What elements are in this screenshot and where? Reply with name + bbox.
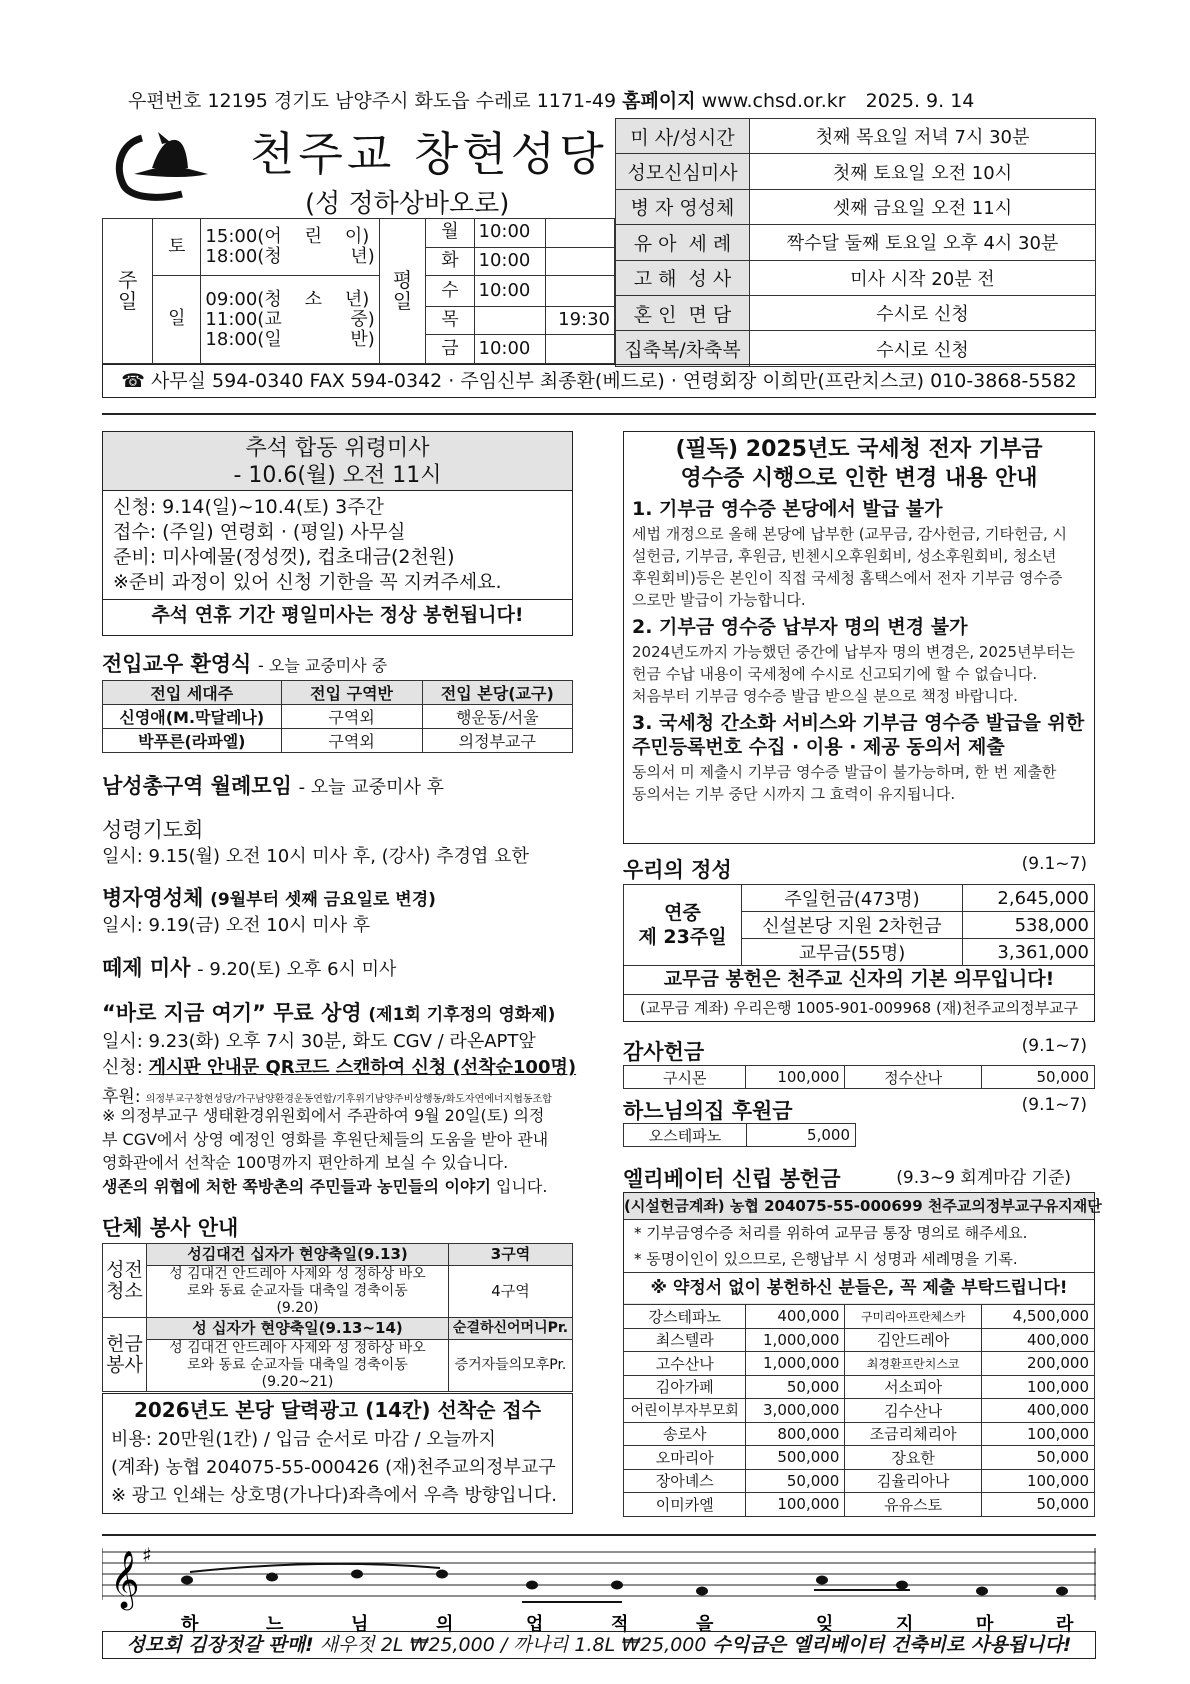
table-row	[624, 1399, 1095, 1423]
footer-sale: 성모회 김장젓갈 판매!	[126, 1634, 314, 1656]
thanks-heading	[623, 1036, 1095, 1066]
donor-name: 김안드레아	[845, 1328, 982, 1352]
nts-item-head: 2. 기부금 영수증 납부자 명의 변경 불가	[632, 616, 968, 638]
footer-prices: 새우젓 2L ₩25,000 / 까나리 1.8L ₩25,000	[313, 1634, 713, 1656]
taize-mass-title: 떼제 미사	[102, 956, 191, 980]
chuseok-header	[103, 432, 572, 491]
donor-amount: 100,000	[981, 1469, 1094, 1493]
offering-week	[624, 885, 742, 966]
welcome-table	[102, 680, 573, 753]
elevator-period: (9.3~9 회계마감 기준)	[896, 1168, 1071, 1188]
lyric-syllable: 님	[351, 1614, 369, 1635]
volunteer-clean-label: 성전청소	[103, 1244, 147, 1318]
movie-heading	[102, 997, 555, 1027]
chuseok-date: - 10.6(월) 오전 11시	[233, 463, 442, 488]
divider	[102, 1534, 1096, 1536]
address-line	[128, 86, 1098, 113]
table-row	[624, 1422, 1095, 1446]
lyric-syllable: 라	[1056, 1614, 1074, 1635]
men-meeting-title: 남성총구역 월례모임	[102, 774, 292, 798]
schedule-label: 미 사/성시간	[616, 119, 750, 154]
chuseok-line: ※준비 과정이 있어 신청 기한을 꼭 지켜주세요.	[113, 571, 502, 593]
bulletin-date: 2025. 9. 14	[865, 90, 975, 112]
donor-amount: 400,000	[981, 1399, 1094, 1423]
calendar-ad-line: (계좌) 농협 204075-55-000426 (재)천주교의정부교구	[111, 1457, 556, 1478]
lyric-syllable: 잊	[816, 1614, 834, 1635]
lyric-syllable: 하	[181, 1614, 199, 1635]
schedule-value: 미사 시작 20분 전	[750, 260, 1096, 295]
table-cell: 행운동/서울	[422, 705, 572, 729]
weekday-time	[545, 276, 614, 307]
donor-name: 조금리체리아	[845, 1422, 982, 1446]
schedule-label: 병 자 영성체	[616, 189, 750, 224]
donor-name: 김율리아나	[845, 1469, 982, 1493]
volunteer-who: 4구역	[449, 1266, 573, 1318]
divider	[102, 413, 1096, 415]
donor-amount: 200,000	[981, 1352, 1094, 1376]
offering-table	[623, 884, 1095, 966]
donor-name: 오스테파노	[624, 1124, 747, 1147]
nts-item-head: 3. 국세청 간소화 서비스와 기부금 영수증 발급을 위한 주민등록번호 수집 · 이용 · 제공 동의서 제출	[632, 712, 1085, 758]
nts-item-line: 2024년도까지 가능했던 중간에 납부자 명의 변경은, 2025년부터는	[632, 643, 1075, 661]
movie-note: (제1회 기후정의 영화제)	[368, 1005, 556, 1025]
volunteer-money-label: 헌금봉사	[103, 1318, 147, 1392]
table-row	[624, 1375, 1095, 1399]
weekday-mon: 월	[426, 219, 474, 248]
saturday-label: 토	[153, 219, 201, 276]
office-contact-bar: ☎ 사무실 594-0340 FAX 594-0342 · 주임신부 최종환(베드로) · 연령회장 이희만(프란치스코) 010-3868-5582	[102, 364, 1096, 398]
volunteer-desc: 성 십자가 현양축일(9.13~14)	[147, 1318, 449, 1340]
sunday-mass-times: 09:00(청 소 년) 11:00(교 중) 18:00(일 반)	[201, 276, 379, 364]
donor-name: 서소피아	[845, 1375, 982, 1399]
sharp-icon: ♯	[142, 1543, 152, 1567]
donor-name: 정수산나	[845, 1066, 982, 1089]
chuseok-footer: 추석 연휴 기간 평일미사는 정상 봉헌됩니다!	[103, 599, 572, 630]
table-cell: 신영애(M.막달레나)	[103, 705, 282, 729]
offering-duty-box	[623, 964, 1095, 1022]
donor-name: 장아녜스	[624, 1469, 746, 1493]
sunday-label: 주 일	[103, 219, 153, 364]
table-header: 전입 본당(교구)	[422, 681, 572, 705]
weekday-fri: 금	[426, 335, 474, 364]
thanks-table	[623, 1065, 1095, 1089]
nts-item-line: 처음부터 기부금 영수증 발급 받으실 분으로 책정 바랍니다.	[632, 687, 1018, 705]
offering-label: 신설본당 지원 2차헌금	[742, 912, 963, 939]
offering-title: 우리의 정성	[623, 858, 732, 882]
staff-lines	[102, 1548, 1096, 1600]
movie-apply	[102, 1053, 576, 1079]
donor-name: 장요한	[845, 1446, 982, 1470]
holy-spirit-line: 일시: 9.15(월) 오전 10시 미사 후, (강사) 추경엽 요한	[102, 846, 529, 867]
movie-desc-line: 부 CGV에서 상영 예정인 영화를 후원단체들의 도움을 받아 관내	[102, 1129, 549, 1149]
table-row	[103, 729, 573, 753]
music-note	[181, 1576, 193, 1585]
movie-when: 일시: 9.23(화) 오후 7시 30분, 화도 CGV / 라온APT앞	[102, 1031, 536, 1052]
donor-name: 어린이부자부모회	[624, 1399, 746, 1423]
weekday-time: 10:00	[474, 276, 545, 307]
table-row	[624, 1446, 1095, 1470]
donor-amount: 3,000,000	[746, 1399, 845, 1423]
table-cell: 박푸른(라파엘)	[103, 729, 282, 753]
homepage-link[interactable]: www.chsd.or.kr	[701, 90, 846, 112]
donor-name: 강스테파노	[624, 1305, 746, 1329]
treble-clef-icon: 𝄞	[110, 1550, 140, 1608]
weekday-time	[545, 247, 614, 276]
donor-name: 김아가페	[624, 1375, 746, 1399]
schedule-value: 수시로 신청	[750, 331, 1096, 366]
schedule-value: 첫째 토요일 오전 10시	[750, 154, 1096, 189]
donor-amount: 800,000	[746, 1422, 845, 1446]
elevator-info-box	[623, 1192, 1102, 1304]
table-row	[103, 705, 573, 729]
table-row	[624, 1328, 1095, 1352]
donor-name: 이미카엘	[624, 1493, 746, 1517]
table-row	[624, 1305, 1095, 1329]
schedule-label: 유 아 세 례	[616, 225, 750, 260]
address: 우편번호 12195 경기도 남양주시 화도읍 수레로 1171-49	[128, 90, 617, 112]
donor-amount: 50,000	[746, 1469, 845, 1493]
chuseok-title: 추석 합동 위령미사	[245, 436, 430, 461]
movie-apply-text: 게시판 안내문 QR코드 스캔하여 신청 (선착순100명)	[148, 1057, 577, 1078]
donor-amount: 400,000	[981, 1328, 1094, 1352]
taize-mass-heading	[102, 952, 396, 982]
music-note	[816, 1576, 828, 1585]
weekday-time: 19:30	[545, 306, 614, 335]
donor-amount: 50,000	[746, 1375, 845, 1399]
donor-amount: 100,000	[981, 1422, 1094, 1446]
volunteer-desc: 성 김대건 안드레아 사제와 성 정하상 바오로와 동료 순교자들 대축일 경축이동(9.20~21)	[147, 1340, 449, 1392]
weekday-thu: 목	[426, 306, 474, 335]
men-meeting-heading	[102, 770, 444, 800]
donor-name: 유유스토	[845, 1493, 982, 1517]
volunteer-table	[102, 1243, 573, 1392]
house-of-god-table	[623, 1123, 856, 1147]
donor-amount: 1,000,000	[746, 1328, 845, 1352]
calendar-ad-title: 2026년도 본당 달력광고 (14칸) 선착순 접수	[133, 1398, 542, 1422]
schedule-value: 첫째 목요일 저녁 7시 30분	[750, 119, 1096, 154]
offering-label: 주일헌금(473명)	[742, 885, 963, 912]
donor-amount: 1,000,000	[746, 1352, 845, 1376]
taize-mass-note: - 9.20(토) 오후 6시 미사	[197, 959, 397, 980]
lyric-syllable: 적	[611, 1614, 629, 1635]
donor-amount: 50,000	[981, 1066, 1094, 1089]
donor-amount: 500,000	[746, 1446, 845, 1470]
schedule-value: 수시로 신청	[750, 295, 1096, 330]
donor-name: 최스텔라	[624, 1328, 746, 1352]
saturday-mass-times: 15:00(어 린 이) 18:00(청 년)	[201, 219, 379, 276]
music-note	[526, 1581, 538, 1590]
thanks-title: 감사헌금	[623, 1040, 705, 1064]
volunteer-desc: 성김대건 십자가 현양축일(9.13)	[147, 1244, 449, 1266]
table-cell: 의정부교구	[422, 729, 572, 753]
volunteer-desc: 성 김대건 안드레아 사제와 성 정하상 바오로와 동료 순교자들 대축일 경축이동(9.20)	[147, 1266, 449, 1318]
lyric-syllable: 의	[436, 1614, 454, 1635]
sick-communion-line: 일시: 9.19(금) 오전 10시 미사 후	[102, 915, 371, 936]
donor-name: 김수산나	[845, 1399, 982, 1423]
schedule-label: 집축복/차축복	[616, 331, 750, 366]
elevator-title: 엘리베이터 신립 봉헌금	[623, 1167, 841, 1191]
volunteer-who: 순결하신어머니Pr.	[449, 1318, 573, 1340]
donor-amount: 100,000	[746, 1066, 845, 1089]
weekday-tue: 화	[426, 247, 474, 276]
movie-sponsor-label: 후원:	[102, 1087, 141, 1107]
movie-title: “바로 지금 여기” 무료 상영	[102, 1001, 362, 1025]
music-note	[976, 1587, 988, 1596]
nts-item-line: 설헌금, 기부금, 후원금, 빈첸시오후원회비, 성소후원회비, 청소년	[632, 547, 1057, 565]
offering-duty: 교무금 봉헌은 천주교 신자의 기본 의무입니다!	[624, 964, 1094, 995]
table-row	[624, 1493, 1095, 1517]
donor-name: 구미리아프란체스카	[845, 1305, 982, 1329]
table-cell: 구역외	[281, 705, 422, 729]
music-note	[266, 1573, 278, 1582]
movie-desc-line: 영화관에서 선착순 100명까지 편안하게 보실 수 있습니다.	[102, 1153, 509, 1172]
thanks-period: (9.1~7)	[1021, 1036, 1087, 1056]
lyric-syllable: 지	[896, 1614, 914, 1635]
donor-amount: 5,000	[746, 1124, 855, 1147]
schedule-label: 성모신심미사	[616, 154, 750, 189]
schedule-label: 혼 인 면 담	[616, 295, 750, 330]
welcome-title: 전입교우 환영식	[102, 652, 252, 676]
offering-week-line: 연중	[664, 902, 701, 924]
table-row	[624, 1352, 1095, 1376]
movie-description	[102, 1104, 577, 1198]
chuseok-line: 준비: 미사예물(정성껏), 컵초대금(2천원)	[113, 546, 455, 568]
table-cell: 구역외	[281, 729, 422, 753]
nts-title: 영수증 시행으로 인한 변경 내용 안내	[680, 466, 1038, 491]
house-of-god-title: 하느님의집 후원금	[623, 1099, 793, 1123]
table-header: 전입 세대주	[103, 681, 282, 705]
footer-banner	[102, 1631, 1096, 1659]
nts-title: (필독) 2025년도 국세청 전자 기부금	[675, 437, 1043, 462]
donor-amount: 400,000	[746, 1305, 845, 1329]
volunteer-who: 3구역	[449, 1244, 573, 1266]
calendar-ad-box	[102, 1393, 573, 1514]
music-note	[896, 1581, 908, 1590]
church-logo-icon	[112, 130, 222, 202]
offering-label: 교무금(55명)	[742, 939, 963, 966]
sick-communion-heading	[102, 882, 436, 912]
nts-item-line: 으로만 발급이 가능합니다.	[632, 591, 806, 609]
weekday-time: 10:00	[474, 335, 545, 364]
movie-sponsor-text: 의정부교구창현성당/가구남양환경운동연합/기후위기남양주비상행동/화도자연에너지협동조합	[145, 1094, 552, 1105]
music-note	[1056, 1587, 1068, 1596]
donor-amount: 100,000	[746, 1493, 845, 1517]
chuseok-body	[103, 491, 572, 599]
calendar-ad-line: ※ 광고 인쇄는 상호명(가나다)좌측에서 우측 방향입니다.	[111, 1485, 557, 1506]
donor-name: 고수산나	[624, 1352, 746, 1376]
weekday-time: 10:00	[474, 219, 545, 248]
house-of-god-period: (9.1~7)	[1021, 1095, 1087, 1115]
volunteer-title: 단체 봉사 안내	[102, 1216, 239, 1240]
welcome-heading	[102, 648, 387, 678]
lyric-syllable: 을	[696, 1614, 714, 1635]
donor-amount: 4,500,000	[981, 1305, 1094, 1329]
elevator-note: * 기부금영수증 처리를 위하여 교무금 통장 명의로 해주세요.	[634, 1224, 1028, 1242]
table-row	[624, 1066, 1095, 1089]
offering-period: (9.1~7)	[1021, 854, 1087, 874]
nts-item-line: 동의서는 기부 중단 시까지 그 효력이 유지됩니다.	[632, 785, 956, 803]
schedule-table	[615, 118, 1096, 367]
movie-apply-label: 신청:	[102, 1057, 143, 1078]
music-note	[351, 1570, 363, 1579]
chuseok-line: 접수: (주일) 연령회 · (평일) 사무실	[113, 521, 406, 543]
schedule-value: 셋째 금요일 오전 11시	[750, 189, 1096, 224]
men-meeting-note: - 오늘 교중미사 후	[298, 777, 444, 798]
elevator-donors-table	[623, 1304, 1095, 1517]
nts-item-line: 세법 개정으로 올해 본당에 납부한 (교무금, 감사헌금, 기타헌금, 시	[632, 525, 1068, 543]
donor-amount: 50,000	[981, 1493, 1094, 1517]
elevator-note: * 동명이인이 있으므로, 은행납부 시 성명과 세례명을 기록.	[634, 1250, 1018, 1268]
mass-times-table	[102, 218, 615, 364]
sunday-day-label: 일	[153, 276, 201, 364]
nts-donation-receipt-notice	[623, 431, 1095, 844]
weekday-label: 평 일	[379, 219, 426, 364]
offering-heading	[623, 854, 1095, 884]
nts-item-line: 헌금 수납 내용이 국세청에 수시로 신고되기에 할 수 없습니다.	[632, 665, 1038, 683]
schedule-label: 고 해 성 사	[616, 260, 750, 295]
table-header: 전입 구역반	[281, 681, 422, 705]
offering-account: (교무금 계좌) 우리은행 1005-901-009968 (재)천주교의정부교구	[639, 999, 1079, 1017]
nts-item-line: 후원회비)등은 본인이 직접 국세청 홈택스에서 전자 기부금 영수증	[632, 569, 1063, 587]
slur-mark	[190, 1564, 440, 1572]
weekday-time	[545, 335, 614, 364]
donor-amount: 50,000	[981, 1446, 1094, 1470]
music-note	[611, 1581, 623, 1590]
house-of-god-heading	[623, 1095, 1095, 1125]
church-name: 천주교 창현성당	[250, 127, 608, 181]
donor-name: 송로사	[624, 1422, 746, 1446]
sick-communion-note: (9월부터 셋째 금요일로 변경)	[210, 890, 436, 910]
music-note	[436, 1570, 448, 1579]
offering-amount: 3,361,000	[963, 939, 1095, 966]
nts-item-head: 1. 기부금 영수증 본당에서 발급 불가	[632, 498, 943, 520]
holy-spirit-heading: 성령기도회	[102, 818, 204, 842]
offering-amount: 538,000	[963, 912, 1095, 939]
music-note	[696, 1587, 708, 1596]
sick-communion-title: 병자영성체	[102, 886, 204, 910]
elevator-donors-body	[624, 1305, 1095, 1517]
chuseok-line: 신청: 9.14(일)~10.4(토) 3주간	[113, 496, 384, 518]
welcome-note: - 오늘 교중미사 중	[258, 656, 388, 675]
table-row	[624, 1124, 856, 1147]
footer-purpose: 수익금은 엘리베이터 건축비로 사용됩니다!	[712, 1634, 1072, 1656]
homepage-label: 홈페이지	[622, 90, 696, 112]
weekday-time: 10:00	[474, 247, 545, 276]
church-patron: (성 정하상바오로)	[305, 189, 510, 219]
lyric-syllable: 마	[976, 1614, 994, 1635]
elevator-account: (시설헌금계좌) 농협 204075-55-000699 천주교의정부교구유지재단	[624, 1193, 1094, 1220]
lyric-syllable: 업	[526, 1614, 544, 1635]
schedule-value: 짝수달 둘째 토요일 오후 4시 30분	[750, 225, 1096, 260]
calendar-ad-line: 비용: 20만원(1칸) / 입금 순서로 마감 / 오늘까지	[111, 1429, 496, 1450]
chuseok-memorial-mass-box	[102, 431, 573, 636]
donor-amount: 100,000	[981, 1375, 1094, 1399]
offering-amount: 2,645,000	[963, 885, 1095, 912]
weekday-time	[474, 306, 545, 335]
elevator-heading	[623, 1163, 1095, 1193]
weekday-wed: 수	[426, 276, 474, 307]
weekday-time	[545, 219, 614, 248]
donor-name: 오마리아	[624, 1446, 746, 1470]
offering-week-line: 제 23주일	[638, 926, 727, 948]
lyric-syllable: 느	[266, 1614, 284, 1635]
movie-closing-bold: 생존의 위협에 처한 쪽방촌의 주민들과 농민들의 이야기	[102, 1176, 491, 1196]
movie-closing-rest: 입니다.	[490, 1176, 548, 1196]
donor-name: 구시몬	[624, 1066, 746, 1089]
movie-desc-line: ※ 의정부교구 생태환경위원회에서 주관하여 9월 20일(토) 의정	[102, 1106, 545, 1125]
elevator-request: ※ 약정서 없이 봉헌하신 분들은, 꼭 제출 부탁드립니다!	[624, 1272, 1094, 1303]
nts-item-line: 동의서 미 제출시 기부금 영수증 발급이 불가능하며, 한 번 제출한	[632, 763, 1057, 781]
table-row	[624, 1469, 1095, 1493]
volunteer-heading	[102, 1212, 238, 1242]
donor-name: 최경환프란치스코	[845, 1352, 982, 1376]
volunteer-who: 증거자들의모후Pr.	[449, 1340, 573, 1392]
